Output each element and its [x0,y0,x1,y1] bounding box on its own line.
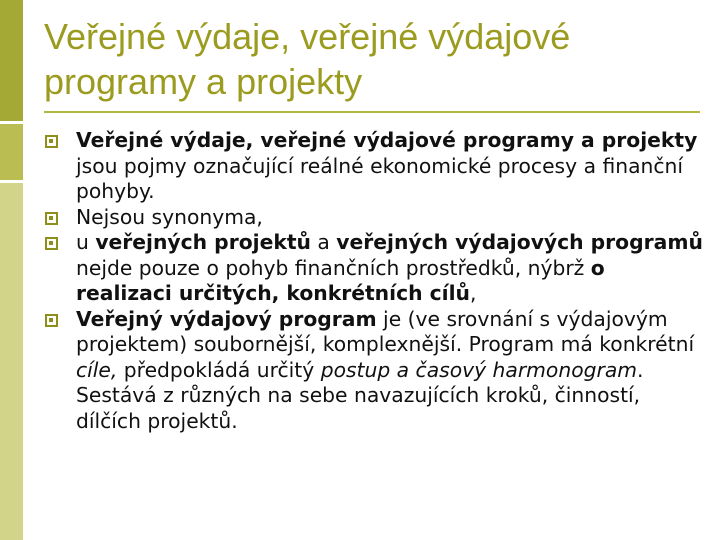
square-bullet-icon [45,314,58,327]
bullet-4-bold-term: Veřejný výdajový program [76,306,377,331]
square-bullet-icon [45,135,58,148]
bullet-3-text-c: nejde pouze o pohyb finančních prostředků, nýbrž [76,255,591,280]
bullet-1-text: jsou pojmy označující reálné ekonomické procesy a finanční pohyby. [76,153,683,203]
bullet-list [42,128,707,434]
accent-bar-bottom [0,183,23,540]
bullet-item-4 [42,307,707,435]
slide-title: Veřejné výdaje, veřejné výdajové programy a projekty [44,16,571,102]
square-bullet-icon [45,212,58,225]
bullet-4-italic-goals: cíle, [76,357,118,382]
bullet-3-bold-goals: o realizaci určitých, konkrétních cílů [76,255,605,305]
accent-bar-top [0,0,23,121]
bullet-4-text-a: je (ve srovnání s výdajovým projektem) soubornější, komplexnější. Program má konkrétní [76,306,695,356]
bullet-3-bold-programs: veřejných výdajových programů [336,230,703,254]
bullet-2-text: Nejsou synonyma, [76,204,263,229]
accent-bar-middle [0,124,23,180]
bullet-3-text-b: a [310,230,337,254]
square-bullet-icon [45,237,58,250]
title-divider [44,111,700,113]
bullet-3-text-a: u [76,230,96,254]
bullet-4-text-c: . Sestává z různých na sebe navazujících kroků, činností, dílčích projektů. [76,357,644,433]
bullet-1-bold-term: Veřejné výdaje, veřejné výdajové programy a projekty [76,128,698,152]
bullet-4-text-b: předpokládá určitý [117,357,321,382]
bullet-4-italic-schedule: postup a časový harmonogram [320,357,638,382]
bullet-item-3 [42,230,707,307]
bullet-3-text-d: , [469,281,477,305]
bullet-item-2 [42,205,707,231]
bullet-item-1 [42,128,707,205]
bullet-3-bold-projects: veřejných projektů [95,230,311,254]
